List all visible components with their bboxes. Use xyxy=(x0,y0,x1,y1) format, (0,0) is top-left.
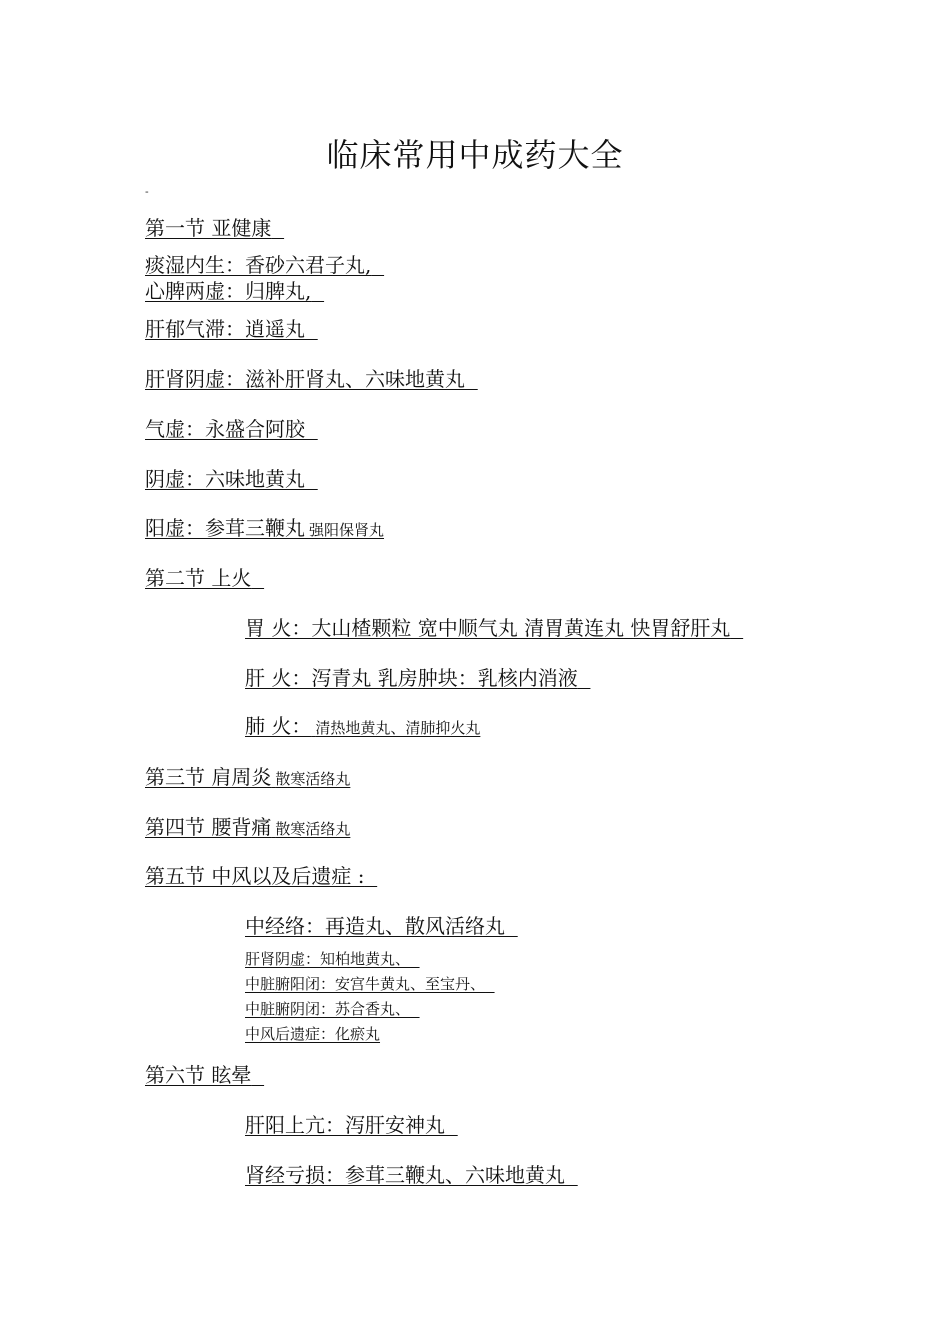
text-line: 中脏腑阳闭：安宫牛黄丸、至宝丹、 xyxy=(245,975,486,993)
text-small: 强阳保肾丸 xyxy=(309,521,385,539)
text-line: 中脏腑阴闭：苏合香丸、 xyxy=(245,1000,411,1018)
paragraph-marker: - xyxy=(145,186,149,198)
text-main: 阳虚：参茸三鞭丸 xyxy=(145,516,305,540)
text-line: 肝阳上亢：泻肝安神丸 xyxy=(245,1113,445,1137)
text-line: 肝肾阴虚：滋补肝肾丸、六味地黄丸 xyxy=(145,367,465,391)
text-line: 中经络：再造丸、散风活络丸 xyxy=(245,914,505,938)
section-heading-3 xyxy=(145,761,350,790)
text-line: 肾经亏损：参茸三鞭丸、六味地黄丸 xyxy=(245,1163,565,1187)
section-heading-6: 第六节 眩晕 xyxy=(145,1063,252,1087)
text-line: 肝肾阴虚：知柏地黄丸、 xyxy=(245,950,411,968)
section-heading-4 xyxy=(145,811,350,840)
text-line: 胃 火：大山楂颗粒 宽中顺气丸 清胃黄连丸 快胃舒肝丸 xyxy=(245,616,731,640)
text-line: 心脾两虚：归脾丸, xyxy=(145,279,312,303)
text-small: 散寒活络丸 xyxy=(275,820,351,838)
text-line: 中风后遗症：化瘀丸 xyxy=(245,1025,381,1043)
text-line xyxy=(145,512,384,541)
text-main: 第三节 肩周炎 xyxy=(145,765,272,789)
text-line: 肝郁气滞：逍遥丸 xyxy=(145,317,305,341)
text-small: 清热地黄丸、清肺抑火丸 xyxy=(315,719,481,737)
section-heading-2: 第二节 上火 xyxy=(145,566,252,590)
section-heading-5: 第五节 中风以及后遗症 : xyxy=(145,864,365,888)
text-line: 肝 火：泻青丸 乳房肿块：乳核内消液 xyxy=(245,666,578,690)
text-main: 第四节 腰背痛 xyxy=(145,815,272,839)
text-small: 散寒活络丸 xyxy=(275,770,351,788)
text-line: 气虚：永盛合阿胶 xyxy=(145,417,305,441)
text-main: 肺 火： xyxy=(245,714,312,738)
text-line xyxy=(245,710,480,739)
section-heading-1: 第一节 亚健康 xyxy=(145,216,272,240)
text-line: 痰湿内生：香砂六君子丸, xyxy=(145,253,372,277)
text-line: 阴虚：六味地黄丸 xyxy=(145,467,305,491)
page-title: 临床常用中成药大全 xyxy=(326,137,624,173)
